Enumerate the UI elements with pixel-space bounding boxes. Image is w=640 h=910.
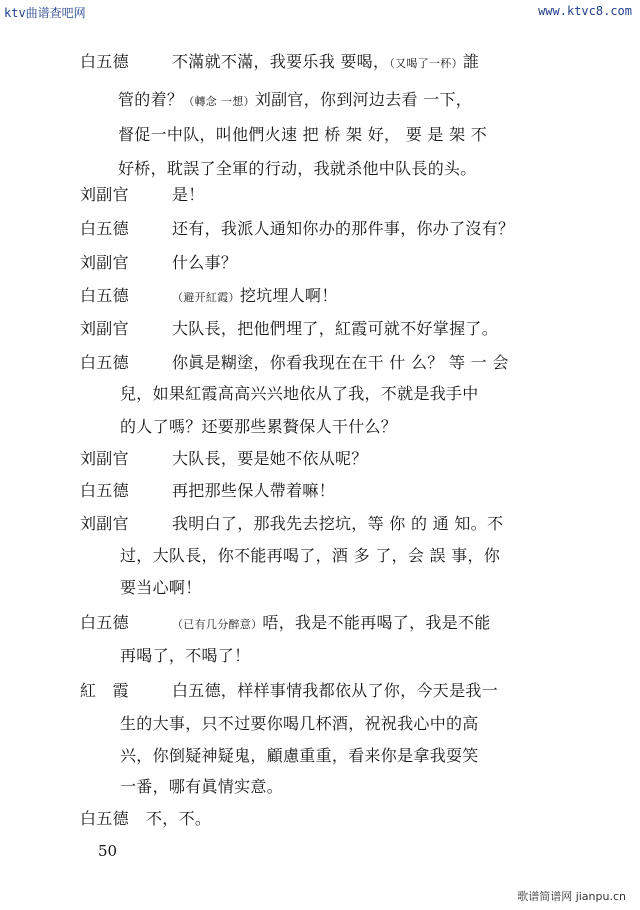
- speaker: 刘副官: [80, 319, 129, 338]
- script-line: [80, 513, 503, 535]
- script-line: [80, 252, 237, 274]
- script-line: [120, 416, 397, 438]
- speaker: 白五德: [80, 481, 129, 500]
- script-line: [120, 776, 283, 798]
- line-text: 兒，如果紅霞高高兴兴地依从了我，不就是我手中: [120, 384, 479, 403]
- script-line: [80, 318, 498, 340]
- speaker: 白五德: [80, 219, 129, 238]
- speaker: 白五德: [80, 613, 129, 632]
- speaker: 刘副官: [80, 185, 129, 204]
- line-text: 要当心啊！: [120, 578, 202, 597]
- line-text: 再喝了，不喝了！: [120, 646, 251, 665]
- line-text-cont: 刘副官，你到河边去看 一下，: [254, 90, 473, 109]
- speaker: 紅 霞: [80, 681, 129, 700]
- script-line: [80, 480, 335, 502]
- line-text: 生的大事，只不过要你喝几杯酒，祝祝我心中的高: [120, 714, 479, 733]
- line-text-cont: 唔，我是不能再喝了，我是不能: [262, 613, 491, 632]
- script-line: [120, 383, 479, 405]
- script-line: [80, 352, 509, 374]
- script-line: [80, 612, 491, 636]
- speaker: 刘副官: [80, 449, 129, 468]
- stage-direction: （又喝了一杯）: [389, 57, 463, 70]
- line-text: 什么事？: [172, 253, 238, 272]
- script-line: [120, 577, 202, 599]
- watermark-top-right: www.ktvc8.com: [538, 4, 632, 18]
- script-line: [80, 51, 479, 75]
- script-line: [120, 545, 500, 567]
- line-text: 大队長，把他們埋了，紅霞可就不好掌握了。: [172, 319, 499, 338]
- line-text: 你眞是糊塗，你看我现在在干 什 么？ 等 一 会: [172, 353, 509, 372]
- line-text: 不，不。: [146, 809, 212, 828]
- script-line: [118, 124, 487, 146]
- line-text: 不滿就不滿，我要乐我 要喝，: [172, 52, 390, 71]
- stage-direction: （轉念 一想）: [183, 95, 255, 108]
- page-number: 50: [98, 842, 118, 860]
- line-text: 大队長，要是她不依从呢？: [172, 449, 368, 468]
- speaker: 白五德: [80, 353, 129, 372]
- line-text: 好桥，耽誤了全軍的行动，我就杀他中队長的头。: [118, 159, 477, 178]
- speaker: 白五德: [80, 286, 129, 305]
- speaker: 白五德: [80, 809, 129, 828]
- script-line: [80, 218, 514, 240]
- script-line: [118, 89, 472, 113]
- line-text-cont: 挖坑埋人啊！: [239, 286, 338, 305]
- script-line: [118, 158, 477, 180]
- line-text: 过，大队長，你不能再喝了，酒 多 了，会 誤 事，你: [120, 546, 501, 565]
- line-text: 还有，我派人通知你办的那件事，你办了沒有？: [172, 219, 515, 238]
- line-text: 兴，你倒疑神疑鬼，顧慮重重，看来你是拿我耍笑: [120, 746, 479, 765]
- line-text-cont: 誰: [462, 52, 480, 71]
- script-line: [80, 680, 498, 702]
- line-text: 的人了嗎？还要那些累贅保人干什么？: [120, 417, 398, 436]
- watermark-top-left: ktv曲谱查吧网: [4, 6, 86, 20]
- stage-direction: （避开紅霞）: [172, 291, 240, 304]
- line-text: 白五德，样样事情我都依从了你，今天是我一: [172, 681, 499, 700]
- line-text: 我明白了，那我先去挖坑，等 你 的 通 知。不: [172, 514, 504, 533]
- line-text: 一番，哪有眞情实意。: [120, 777, 284, 796]
- script-line: [80, 184, 205, 206]
- script-line: [80, 285, 338, 309]
- script-line: [80, 808, 211, 830]
- script-line: [80, 448, 368, 470]
- script-line: [120, 713, 479, 735]
- watermark-bottom: 歌谱简谱网 jianpu.cn: [517, 890, 626, 903]
- speaker: 刘副官: [80, 253, 129, 272]
- line-text: 督促一中队，叫他們火速 把 桥 架 好， 要 是 架 不: [118, 125, 488, 144]
- speaker: 白五德: [80, 52, 129, 71]
- line-text: 是！: [172, 185, 205, 204]
- script-line: [120, 745, 479, 767]
- line-text: 再把那些保人帶着嘛！: [172, 481, 336, 500]
- stage-direction: （已有几分醉意）: [172, 618, 263, 631]
- script-line: [120, 645, 250, 667]
- line-text: 管的着？: [118, 90, 184, 109]
- speaker: 刘副官: [80, 514, 129, 533]
